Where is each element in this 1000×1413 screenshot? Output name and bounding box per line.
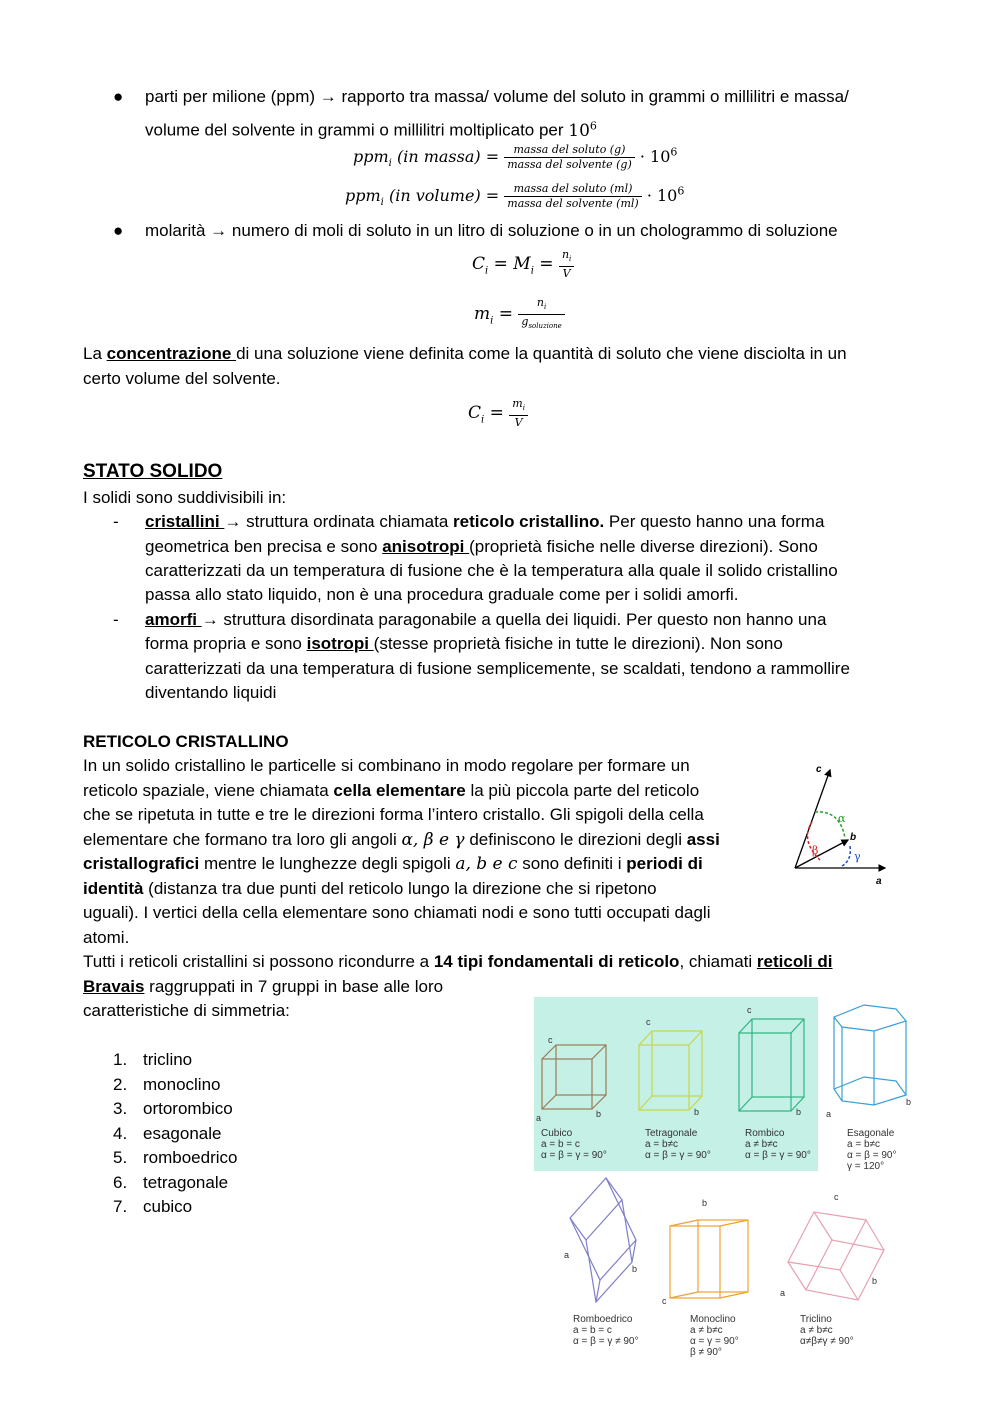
reticolo-line9: Tutti i reticoli cristallini si possono ricondurre a 14 tipi fondamentali di reticolo, chiamati reticoli di	[83, 952, 833, 971]
list-item: 5. romboedrico	[113, 1148, 238, 1167]
list-item: 2. monoclino	[113, 1074, 221, 1094]
amorfi-line4: diventando liquidi	[145, 683, 277, 702]
list-item: 3. ortorombico	[113, 1099, 233, 1118]
caption-triclino: Triclino a ≠ b≠c α≠β≠γ ≠ 90°	[800, 1314, 854, 1347]
triclino-cell	[788, 1212, 884, 1300]
tetragonal-axis-c: c	[646, 1017, 651, 1027]
amorfi-line3: caratterizzati da una temperatura di fusione semplicemente, se scaldati, tendono a rammollire	[145, 659, 850, 678]
caption-tetragonale: Tetragonale a = b≠c α = β = γ = 90°	[645, 1128, 711, 1161]
ppm-bullet-text: parti per milione (ppm) → rapporto tra massa/ volume del soluto in grammi o millilitri e massa/	[145, 87, 849, 106]
stato-solido-heading: STATO SOLIDO	[83, 461, 223, 482]
monoclino-cell	[670, 1220, 748, 1298]
dash-marker: -	[113, 512, 119, 531]
reticolo-line6: identità (distanza tra due punti del reticolo lungo la direzione che si ripetono	[83, 879, 657, 898]
label-gamma: γ	[854, 850, 861, 863]
stato-solido-intro: I solidi sono suddivisibili in:	[83, 488, 287, 507]
reticolo-heading: RETICOLO CRISTALLINO	[83, 732, 289, 751]
label-c: c	[816, 764, 822, 775]
rombico-cell	[739, 1019, 804, 1111]
ppm-bullet-text2: volume del solvente in grammi o millilitri moltiplicato per $10^6$	[145, 119, 597, 141]
triclino-axis-a: a	[780, 1288, 786, 1298]
amorfi-line2: forma propria e sono isotropi (stesse proprietà fisiche in tutte le direzioni). Non sono	[145, 634, 783, 653]
label-b: b	[850, 832, 857, 843]
rombico-axis-c: c	[747, 1005, 752, 1015]
cristallini-line2: geometrica ben precisa e sono anisotropi (proprietà fisiche nelle diverse direzioni). Sono	[145, 537, 818, 556]
tetragonal-axis-b: b	[694, 1107, 700, 1117]
caption-monoclino: Monoclino a ≠ b≠c α = γ = 90° β ≠ 90°	[690, 1314, 739, 1358]
molarity-formula: $C_i = M_i$ = $\frac{n_i}{V}$	[472, 248, 574, 281]
list-item: 1. triclino	[113, 1050, 193, 1069]
esagonale-axis-a: a	[826, 1109, 832, 1119]
ppm-mass-formula: ppm$_i$ (in massa) = massa del soluto (g) massa del solvente (g) · $10^6$	[353, 143, 678, 171]
cubic-axis-c: c	[548, 1035, 553, 1045]
cristallini-line3: caratterizzati da un temperatura di fusione che è la temperatura alla quale il solido cristallino	[145, 561, 838, 580]
label-a: a	[876, 876, 882, 887]
crystal-axes-figure	[790, 760, 900, 890]
bravais-groups-list	[113, 1048, 238, 1220]
cristallini-line4: passa allo stato liquido, non è una procedura graduale come per i solidi amorfi.	[145, 585, 739, 604]
reticolo-line11: caratteristiche di simmetria:	[83, 1001, 290, 1020]
list-item: 4. esagonale	[113, 1123, 222, 1143]
cubic-axis-b: b	[596, 1109, 602, 1119]
gamma-arc	[842, 846, 850, 866]
reticolo-line2: reticolo spaziale, viene chiamata cella elementare la più piccola parte del reticolo	[83, 781, 700, 800]
concentrazione-line2: certo volume del solvente.	[83, 369, 281, 388]
caption-romboedrico: Romboedrico a = b = c α = β = γ ≠ 90°	[573, 1314, 639, 1347]
list-item: 6. tetragonale	[113, 1172, 229, 1192]
cubic-axis-a: a	[536, 1113, 542, 1123]
cubic-cell	[542, 1045, 606, 1109]
label-beta: β	[812, 844, 819, 857]
reticolo-line7: uguali). I vertici della cella elementare sono chiamati nodi e sono tutti occupati dagli	[83, 903, 711, 922]
bullet-dot: ●	[113, 221, 124, 240]
tetragonal-cell	[639, 1031, 702, 1110]
caption-rombico: Rombico a ≠ b≠c α = β = γ = 90°	[745, 1128, 811, 1161]
concentration-formula: $C_i$ = $\frac{m_i}{V}$	[468, 397, 528, 430]
list-item: 7. cubico	[113, 1197, 193, 1216]
monoclino-axis-b: b	[702, 1198, 708, 1208]
ppm-volume-formula: ppm$_i$ (in volume) = massa del soluto (ml) massa del solvente (ml) · $10^6$	[345, 182, 685, 210]
reticolo-line10: Bravais raggruppati in 7 gruppi in base alle loro	[83, 977, 444, 996]
triclino-axis-c: c	[834, 1192, 839, 1202]
romboedrico-axis-a: a	[564, 1250, 570, 1260]
triclino-axis-b: b	[872, 1276, 878, 1286]
bullet-dot: ●	[113, 87, 124, 106]
label-alpha: α	[838, 812, 846, 825]
dash-marker: -	[113, 610, 119, 629]
bottom-lattices-figure	[556, 1170, 906, 1310]
concentrazione-line1: La concentrazione di una soluzione viene definita come la quantità di soluto che viene disciolta in un	[83, 344, 847, 363]
romboedrico-cell	[570, 1178, 636, 1302]
molality-formula: $m_i$ = $n_i$ $g_{soluzione}$	[474, 296, 565, 333]
reticolo-line1: In un solido cristallino le particelle si combinano in modo regolare per formare un	[83, 756, 690, 775]
caption-esagonale: Esagonale a = b≠c α = β = 90° γ = 120°	[847, 1128, 897, 1172]
esagonale-cell	[834, 1005, 906, 1105]
reticolo-line5: cristallografici mentre le lunghezze degli spigoli a, b e c sono definiti i periodi di	[83, 854, 703, 874]
molarita-bullet-text: molarità → numero di moli di soluto in un litro di soluzione o in un chologrammo di soluzione	[145, 221, 838, 240]
cristallini-line1: cristallini → struttura ordinata chiamata reticolo cristallino. Per questo hanno una forma	[145, 512, 825, 531]
caption-cubico: Cubico a = b = c α = β = γ = 90°	[541, 1128, 607, 1161]
esagonale-axis-b: b	[906, 1097, 912, 1107]
amorfi-line1: amorfi → struttura disordinata paragonabile a quella dei liquidi. Per questo non hanno una	[145, 610, 827, 629]
romboedrico-axis-b: b	[632, 1264, 638, 1274]
reticolo-line4: elementare che formano tra loro gli angoli α, β e γ definiscono le direzioni degli assi	[83, 830, 720, 850]
monoclino-axis-c: c	[662, 1296, 667, 1306]
rombico-axis-b: b	[796, 1107, 802, 1117]
reticolo-line3: che se ripetuta in tutte e tre le direzioni forma l’intero cristallo. Gli spigoli della cella	[83, 805, 704, 824]
reticolo-line8: atomi.	[83, 928, 130, 947]
